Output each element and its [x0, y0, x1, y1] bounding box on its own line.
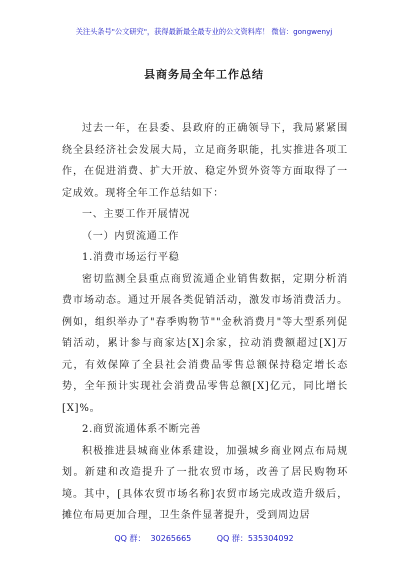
intro-paragraph: 过去一年，在县委、县政府的正确领导下，我局紧紧围绕全县经济社会发展大局，立足商务职能，扎实推进各项工作，在促进消费、扩大开放、稳定外贸外资等方面取得了一定成效。现将全年工作总结如下：: [62, 123, 348, 199]
footer-qq-groups: QQ 群： 30265665 QQ 群：535304092: [114, 534, 294, 543]
distribution-system-paragraph: 积极推进县城商业体系建设，加强城乡商业网点布局规划。新建和改造提升了一批农贸市场，改善了居民购物环境。其中，[具体农贸市场名称]农贸市场完成改造升级后，摊位布局更加合理，卫生条件显著提升，受到周边居: [62, 445, 348, 521]
section-heading-main-work: 一、主要工作开展情况: [82, 209, 190, 220]
item-heading-distribution-system: 2.商贸流通体系不断完善: [82, 424, 202, 435]
item-heading-consumer-market: 1.消费市场运行平稳: [82, 252, 180, 263]
header-promo-note: 关注头条号"公文研究"，获得最新最全最专业的公文资料库！ 微信：gongwenyj: [75, 27, 333, 36]
document-body: [62, 118, 348, 527]
consumer-market-paragraph: 密切监测全县重点商贸流通企业销售数据，定期分析消费市场动态。通过开展各类促销活动，激发市场消费活力。例如，组织举办了"春季购物节""金秋消费月"等大型系列促销活动，累计参与商家达[X]余家，拉动消费额超过[X]万元，有效保障了全县社会消费品零售总额保持稳定增长态势，全年预计实现社会消费品零售总额[X]亿元，同比增长[X]%。: [62, 273, 348, 414]
document-title: 县商务局全年工作总结: [144, 68, 264, 81]
subsection-heading-domestic-trade: （一）内贸流通工作: [82, 230, 180, 242]
